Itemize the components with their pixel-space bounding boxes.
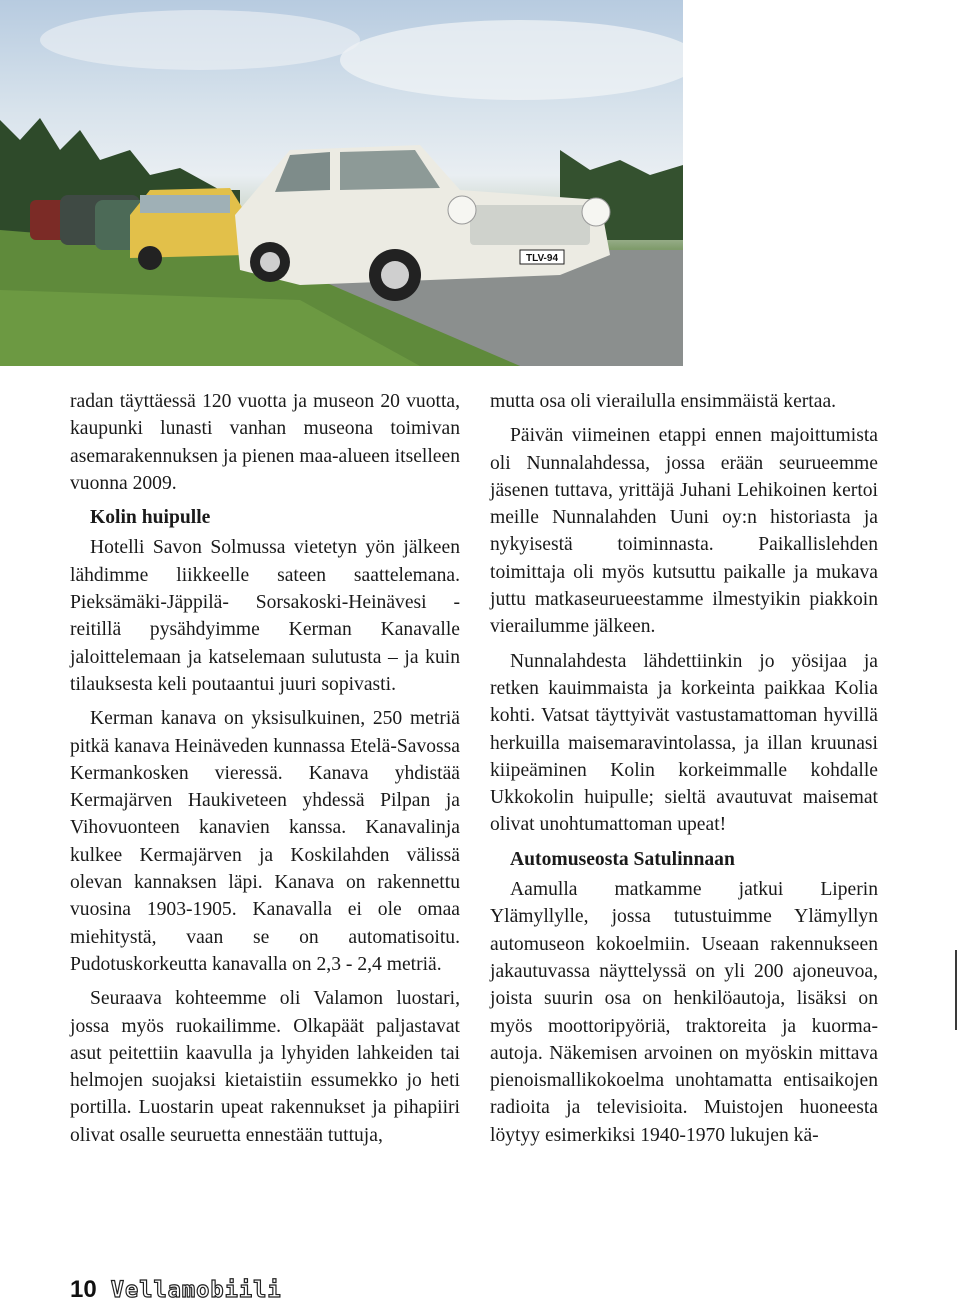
right-column bbox=[490, 388, 878, 1156]
page-footer bbox=[70, 1276, 282, 1306]
paragraph: Aamulla matkamme jatkui Liperin Ylämyllylle, jossa tutustuimme Ylämyllyn automuseon kokoelmiin. Useaan rakennukseen jakautuvassa näyttelyssä on yli 200 ajoneuvoa, joista suurin osa on henkilöautoja, lisäksi on myös moottoripyöriä, traktoreita ja kuorma-autoja. Näkemisen arvoinen on myöskin mittava pienoismallikokoelma unohtamatta entisaikojen radioita ja televisioita. Muistojen huoneesta löytyy esimerkiksi 1940-1970 lukujen kä- bbox=[490, 879, 878, 1146]
paragraph: Päivän viimeinen etappi ennen majoittumista oli Nunnalahdessa, jossa erään seurueemme jäsenen tuttava, yrittäjä Juhani Lehikoinen kertoi meille Nunnalahden Uuni oy:n historiasta ja nykyisestä toiminnasta. Paikallislehden toimittaja oli myös kutsuttu paikalle ja mukava juttu matkaseurueestamme ilmestyikin piakkoin vierailumme jälkeen. bbox=[490, 425, 878, 638]
section-heading: Automuseosta Satulinnaan bbox=[510, 848, 735, 870]
margin-rule bbox=[955, 950, 957, 1030]
paragraph: Seuraava kohteemme oli Valamon luostari, jossa myös ruokailimme. Olkapäät paljastavat asut peitettiin kaavulla ja lyhyiden lahkeiden tai helmojen suojaksi kietaistiin essumekko jo heti portilla. Luostarin upeat rakennukset ja pihapiiri olivat osalle seuruetta ennestään tuttuja, bbox=[70, 988, 460, 1146]
paragraph: Hotelli Savon Solmussa vietetyn yön jälkeen lähdimme liikkeelle sateen saattelemana. Pieksämäki-Jäppilä- Sorsakoski-Heinävesi -reitillä pysähdyimme Kerman Kanavalle jaloittelemaan ja katselemaan sulutusta – ja kuin tilauksesta keli poutaantui juuri sopivasti. bbox=[70, 537, 460, 695]
section-heading: Kolin huipulle bbox=[90, 507, 211, 529]
paragraph: Nunnalahdesta lähdettiinkin jo yösijaa ja retken kauimmaista ja korkeinta paikkaa Kolia kohti. Vatsat täyttyivät vastustamattoman hyvillä herkuilla maisemaravintolassa, ja illan kruunasi kiipeäminen Kolin korkeimmalle kohdalle Ukkokolin huipulle; sieltä avautuvat maisemat olivat unohtumattoman upeat! bbox=[490, 650, 878, 836]
car-show-photo-icon bbox=[0, 0, 683, 366]
left-column bbox=[70, 388, 460, 1156]
paragraph: Kerman kanava on yksisulkuinen, 250 metriä pitkä kanava Heinäveden kunnassa Etelä-Savossa Kermankosken vieressä. Kanava yhdistää Kermajärven Haukiveteen yhdessä Pilpan ja Vihovuonteen kanavien kanssa. Kanavalinja kulkee Kermajärven ja Koskilahden välissä olevan kannaksen läpi. Kanava on rakennettu vuosina 1903-1905. Kanavalla ei ole omaa miehitystä, vaan se on automatisoitu. Pudotuskorkeutta kanavalla on 2,3 - 2,4 metriä. bbox=[70, 708, 460, 975]
page-number: 10 bbox=[70, 1276, 97, 1303]
article-photo bbox=[0, 0, 683, 366]
paragraph: radan täyttäessä 120 vuotta ja museon 20 vuotta, kaupunki lunasti vanhan museona toimivan asemarakennuksen ja pienen maa-alueen itselleen vuonna 2009. bbox=[70, 391, 460, 494]
magazine-name: Vellamobiili bbox=[110, 1278, 282, 1303]
license-plate-text: TLV-94 bbox=[525, 253, 559, 264]
paragraph: mutta osa oli vierailulla ensimmäistä kertaa. bbox=[490, 391, 837, 412]
